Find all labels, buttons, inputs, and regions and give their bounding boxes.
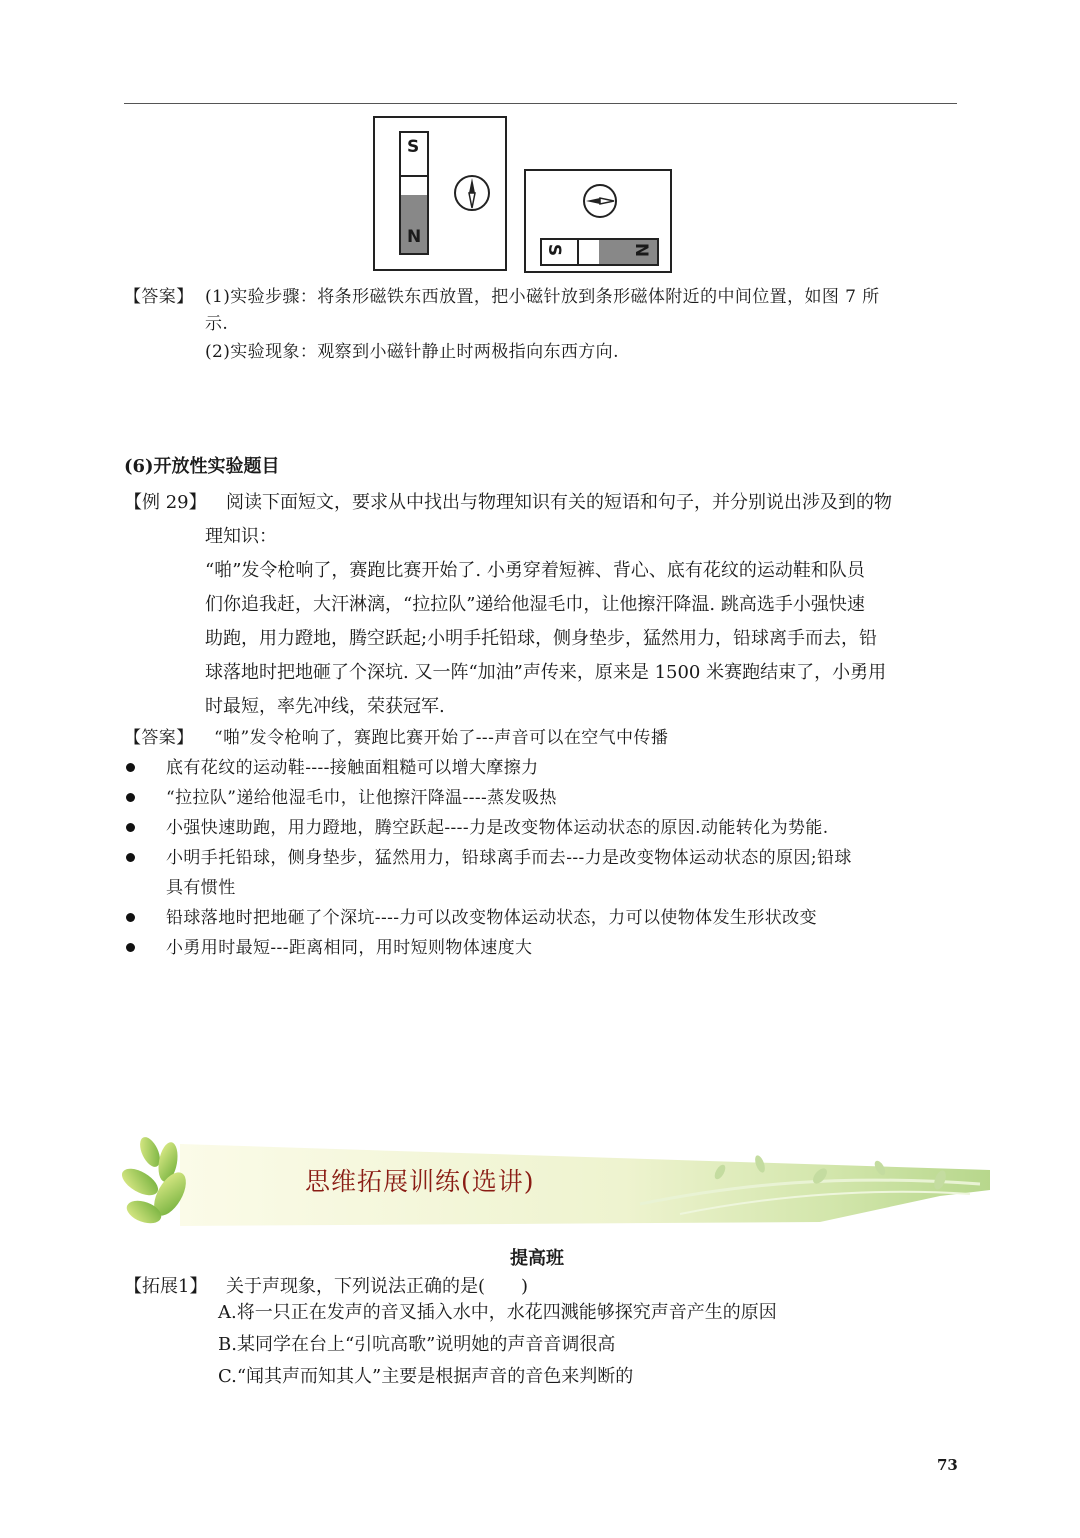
magnet-north-label: N (631, 242, 652, 258)
bullet-dot (126, 913, 135, 922)
passage-line: 时最短，率先冲线，荣获冠军. (205, 696, 445, 717)
magnet-south-label: S (544, 243, 565, 257)
example-prompt-line1: 阅读下面短文，要求从中找出与物理知识有关的短语和句子，并分别说出涉及到的物 (226, 492, 892, 513)
answer-step-line2: 示. (205, 314, 229, 334)
bullet-dot (126, 763, 135, 772)
answer-bullet: 小明手托铅球，侧身垫步，猛然用力，铅球离手而去---力是改变物体运动状态的原因;铅球 (166, 848, 852, 868)
bar-magnet-horizontal (540, 238, 659, 266)
ext-option: C.“闻其声而知其人”主要是根据声音的音色来判断的 (218, 1366, 634, 1387)
bullet-dot (126, 793, 135, 802)
ext-option: A.将一只正在发声的音叉插入水中，水花四溅能够探究声音产生的原因 (218, 1302, 777, 1323)
ext-tag: 【拓展1】 (124, 1276, 208, 1297)
passage-line: 助跑，用力蹬地，腾空跃起;小明手托铅球，侧身垫步，猛然用力，铅球离手而去，铅 (205, 628, 878, 649)
class-title: 提高班 (510, 1248, 564, 1269)
bullet-dot (126, 853, 135, 862)
passage-line: “啪”发令枪响了，赛跑比赛开始了. 小勇穿着短裤、背心、底有花纹的运动鞋和队员 (205, 560, 865, 581)
ext-question: 关于声现象，下列说法正确的是( ) (226, 1276, 529, 1297)
compass-icon (453, 174, 491, 212)
section-title: (6)开放性实验题目 (124, 456, 280, 477)
bullet-dot (126, 823, 135, 832)
ext-option: B.某同学在台上“引吭高歌”说明她的声音音调很高 (218, 1334, 616, 1355)
answer-bullet: 铅球落地时把地砸了个深坑----力可以改变物体运动状态，力可以使物体发生形状改变 (166, 908, 817, 928)
compass-icon (582, 183, 618, 219)
answer-bullet: 小勇用时最短---距离相同，用时短则物体速度大 (166, 938, 533, 958)
section-banner (120, 1134, 990, 1232)
bar-magnet-vertical (399, 131, 429, 255)
answer-first: “啪”发令枪响了，赛跑比赛开始了---声音可以在空气中传播 (214, 728, 669, 748)
header-rule (124, 103, 957, 104)
answer-bullet-cont: 具有惯性 (166, 878, 236, 898)
passage-line: 们你追我赶，大汗淋漓，“拉拉队”递给他湿毛巾，让他擦汗降温. 跳高选手小强快速 (205, 594, 865, 615)
magnet-south-label: S (407, 137, 420, 157)
example-tag: 【例 29】 (124, 492, 207, 513)
answer-bullet: 底有花纹的运动鞋----接触面粗糙可以增大摩擦力 (166, 758, 539, 778)
banner-title: 思维拓展训练(选讲) (305, 1167, 535, 1196)
answer-bullet: 小强快速助跑，用力蹬地，腾空跃起----力是改变物体运动状态的原因.动能转化为势能. (166, 818, 829, 838)
passage-line: 球落地时把地砸了个深坑. 又一阵“加油”声传来，原来是 1500 米赛跑结束了，小勇用 (205, 662, 887, 683)
page-number: 73 (937, 1456, 958, 1474)
magnet-north-label: N (407, 227, 422, 247)
figure-horizontal-magnet (524, 169, 672, 273)
answer-phenomenon: (2)实验现象：观察到小磁针静止时两极指向东西方向. (205, 342, 619, 362)
bullet-dot (126, 943, 135, 952)
figure-vertical-magnet (373, 116, 507, 271)
answer-bullet: “拉拉队”递给他湿毛巾，让他擦汗降温----蒸发吸热 (166, 788, 557, 808)
answer-tag: 【答案】 (124, 728, 194, 748)
example-prompt-line2: 理知识： (205, 526, 277, 547)
answer-tag: 【答案】 (124, 287, 194, 307)
answer-step-line1: (1)实验步骤：将条形磁铁东西放置，把小磁针放到条形磁体附近的中间位置，如图 7 所 (205, 287, 880, 307)
